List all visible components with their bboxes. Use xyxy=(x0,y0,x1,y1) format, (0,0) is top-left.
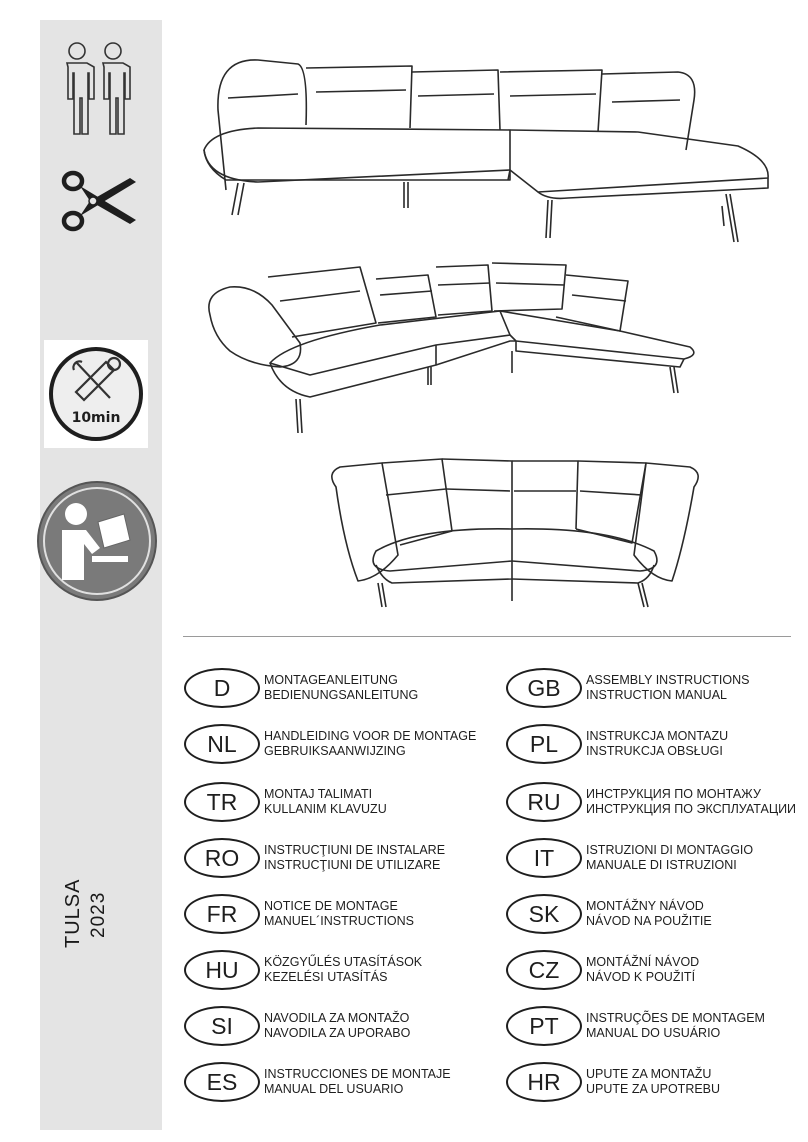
two-persons-icon xyxy=(55,40,137,136)
section-divider xyxy=(183,636,791,637)
lang-code-badge: HR xyxy=(506,1062,582,1102)
lang-text: KÖZGYŰLÉS UTASÍTÁSOK KEZELÉSI UTASÍTÁS xyxy=(264,955,423,984)
lang-code-badge: SK xyxy=(506,894,582,934)
lang-text: ИНСТРУКЦИЯ ПО МОНТАЖУ ИНСТРУКЦИЯ ПО ЭКСПЛУАТАЦИИ xyxy=(586,787,797,816)
product-name: TULSA xyxy=(62,878,84,948)
sofa-straight-drawing xyxy=(322,455,708,615)
product-year: 2023 xyxy=(88,891,109,938)
lang-text: MONTÁŽNY NÁVOD NÁVOD NA POUŽITIE xyxy=(586,899,712,928)
tools-10min-label: 10min xyxy=(71,410,121,426)
product-label xyxy=(62,850,122,990)
tools-10min-icon xyxy=(44,340,148,448)
lang-code-badge: RU xyxy=(506,782,582,822)
lang-text: MONTAJ TALIMATI KULLANIM KLAVUZU xyxy=(264,787,387,816)
lang-code-badge: FR xyxy=(184,894,260,934)
lang-text: NOTICE DE MONTAGE MANUEL´INSTRUCTIONS xyxy=(264,899,415,928)
lang-code-badge: TR xyxy=(184,782,260,822)
lang-text: NAVODILA ZA MONTAŽO NAVODILA ZA UPORABO xyxy=(264,1011,411,1040)
lang-code-badge: GB xyxy=(506,668,582,708)
sofa-l-shape-drawing xyxy=(198,50,773,245)
lang-text: UPUTE ZA MONTAŽU UPUTE ZA UPOTREBU xyxy=(586,1067,721,1096)
sofa-curved-corner-drawing xyxy=(200,255,702,440)
lang-code-badge: CZ xyxy=(506,950,582,990)
lang-code-badge: HU xyxy=(184,950,260,990)
lang-text: ISTRUZIONI DI MONTAGGIO MANUALE DI ISTRUZIONI xyxy=(586,843,754,872)
lang-text: HANDLEIDING VOOR DE MONTAGE GEBRUIKSAANWIJZING xyxy=(264,729,477,758)
lang-code-badge: SI xyxy=(184,1006,260,1046)
lang-code-badge: RO xyxy=(184,838,260,878)
lang-text: MONTÁŽNÍ NÁVOD NÁVOD K POUŽITÍ xyxy=(586,955,700,984)
lang-code-badge: ES xyxy=(184,1062,260,1102)
lang-text: ASSEMBLY INSTRUCTIONS INSTRUCTION MANUAL xyxy=(586,673,750,702)
lang-code-badge: PL xyxy=(506,724,582,764)
lang-code-badge: PT xyxy=(506,1006,582,1046)
read-manual-icon xyxy=(34,478,160,604)
lang-code-badge: IT xyxy=(506,838,582,878)
scissors-icon xyxy=(60,168,140,234)
lang-text: INSTRUKCJA MONTAZU INSTRUKCJA OBSŁUGI xyxy=(586,729,729,758)
lang-code-badge: NL xyxy=(184,724,260,764)
lang-text: MONTAGEANLEITUNG BEDIENUNGSANLEITUNG xyxy=(264,673,419,702)
lang-text: INSTRUCCIONES DE MONTAJE MANUAL DEL USUARIO xyxy=(264,1067,451,1096)
lang-code-badge: D xyxy=(184,668,260,708)
lang-text: INSTRUCŢIUNI DE INSTALARE INSTRUCŢIUNI DE UTILIZARE xyxy=(264,843,446,872)
lang-text: INSTRUÇÕES DE MONTAGEM MANUAL DO USUÁRIO xyxy=(586,1011,765,1040)
